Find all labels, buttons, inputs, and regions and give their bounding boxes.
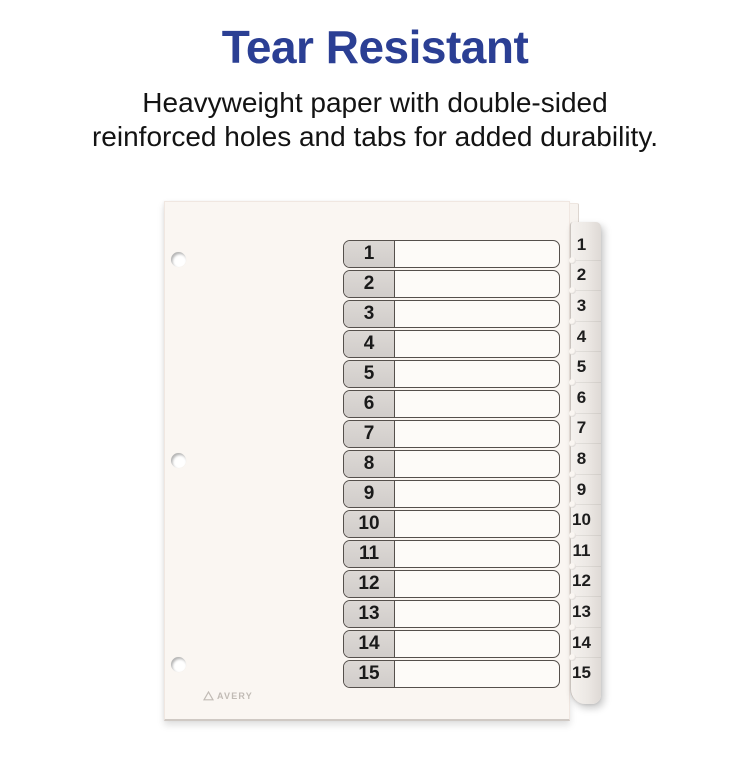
toc-row xyxy=(343,270,560,298)
index-tab xyxy=(571,535,601,566)
toc-row-blank xyxy=(395,571,559,597)
front-tab-shoulder xyxy=(570,203,579,224)
index-tab xyxy=(571,504,601,535)
index-tab xyxy=(571,627,601,658)
index-tab-label: 3 xyxy=(576,295,587,315)
index-tab-label: 12 xyxy=(572,571,591,591)
product-image xyxy=(0,21,750,774)
toc-row-blank xyxy=(395,421,559,447)
toc-row xyxy=(343,570,560,598)
table-of-contents xyxy=(343,240,560,690)
toc-row-number: 2 xyxy=(344,271,395,297)
toc-row-number: 15 xyxy=(344,661,395,687)
toc-row-number: 7 xyxy=(344,421,395,447)
toc-row xyxy=(343,480,560,508)
toc-row-number: 5 xyxy=(344,361,395,387)
avery-triangle-icon xyxy=(203,691,214,701)
toc-row-number: 11 xyxy=(344,541,395,567)
index-tab-label: 11 xyxy=(572,540,591,560)
toc-row-blank xyxy=(395,511,559,537)
toc-row-number: 12 xyxy=(344,571,395,597)
avery-logo-text: AVERY xyxy=(217,691,254,701)
toc-row-blank xyxy=(395,301,559,327)
toc-row xyxy=(343,330,560,358)
index-tab-label: 9 xyxy=(576,479,587,499)
toc-row-number: 4 xyxy=(344,331,395,357)
index-tab xyxy=(571,596,601,627)
punch-hole-bottom xyxy=(171,657,186,672)
index-tab xyxy=(571,321,601,352)
index-tab xyxy=(571,566,601,597)
toc-row-number: 1 xyxy=(344,241,395,267)
toc-row xyxy=(343,240,560,268)
toc-row-blank xyxy=(395,391,559,417)
index-tab xyxy=(571,657,601,688)
toc-row-blank xyxy=(395,631,559,657)
toc-row-blank xyxy=(395,241,559,267)
index-tab xyxy=(571,443,601,474)
punch-hole-middle xyxy=(171,453,186,468)
toc-row xyxy=(343,660,560,688)
index-tab xyxy=(571,382,601,413)
toc-row-number: 8 xyxy=(344,451,395,477)
toc-row xyxy=(343,300,560,328)
index-tab-label: 10 xyxy=(572,510,591,530)
headline: Tear Resistant xyxy=(221,21,529,73)
toc-row xyxy=(343,450,560,478)
divider-sheet xyxy=(164,201,570,721)
index-tab-label: 15 xyxy=(572,663,591,683)
toc-row-number: 10 xyxy=(344,511,395,537)
index-tab-label: 14 xyxy=(572,632,591,652)
index-tab-label: 1 xyxy=(576,234,587,254)
index-tab xyxy=(571,290,601,321)
toc-row xyxy=(343,360,560,388)
index-tab-label: 6 xyxy=(576,387,587,407)
index-tab xyxy=(571,351,601,382)
index-tab-label: 2 xyxy=(576,265,587,285)
toc-row xyxy=(343,630,560,658)
subheadline-line-2: reinforced holes and tabs for added durability. xyxy=(91,121,659,152)
toc-row xyxy=(343,540,560,568)
index-tab xyxy=(571,260,601,291)
punch-hole-top xyxy=(171,252,186,267)
toc-row xyxy=(343,390,560,418)
toc-row-number: 6 xyxy=(344,391,395,417)
index-tab xyxy=(571,230,601,260)
index-tab-label: 13 xyxy=(572,601,591,621)
toc-row-number: 13 xyxy=(344,601,395,627)
subheadline xyxy=(0,86,750,154)
toc-row xyxy=(343,510,560,538)
index-tab-label: 4 xyxy=(576,326,587,346)
toc-row-number: 3 xyxy=(344,301,395,327)
toc-row-blank xyxy=(395,661,559,687)
index-tab-label: 7 xyxy=(576,418,587,438)
index-tab-bank xyxy=(570,222,601,704)
toc-row-blank xyxy=(395,451,559,477)
toc-row xyxy=(343,600,560,628)
index-tab xyxy=(571,474,601,505)
toc-row-blank xyxy=(395,271,559,297)
subheadline-line-1: Heavyweight paper with double-sided xyxy=(142,87,608,118)
toc-row-blank xyxy=(395,331,559,357)
index-tab-label: 5 xyxy=(576,357,587,377)
toc-row-number: 14 xyxy=(344,631,395,657)
toc-row xyxy=(343,420,560,448)
toc-row-number: 9 xyxy=(344,481,395,507)
toc-row-blank xyxy=(395,541,559,567)
toc-row-blank xyxy=(395,481,559,507)
avery-logo xyxy=(203,691,253,701)
index-tab-label: 8 xyxy=(576,448,587,468)
toc-row-blank xyxy=(395,601,559,627)
index-tab xyxy=(571,413,601,444)
toc-row-blank xyxy=(395,361,559,387)
